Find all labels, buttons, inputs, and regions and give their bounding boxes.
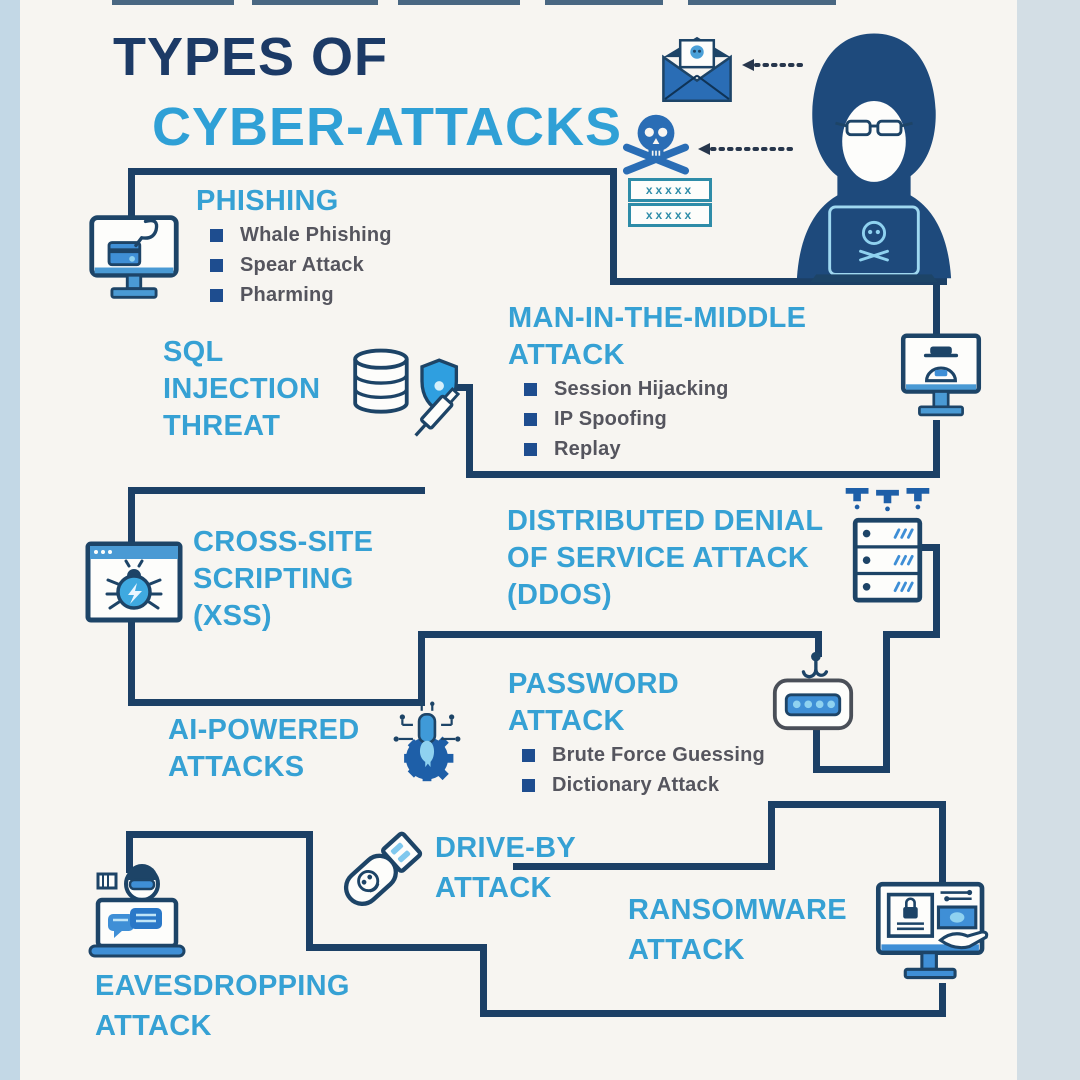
monitor-spy-icon <box>896 328 986 428</box>
connector-line <box>883 631 940 638</box>
password-field: xxxxx <box>628 203 712 227</box>
browser-bug-icon <box>84 538 184 628</box>
connector-line <box>128 699 425 706</box>
cropped-edge-dash <box>545 0 663 5</box>
password-field: xxxxx <box>628 178 712 202</box>
connector-line <box>128 168 617 175</box>
list-item: IP Spoofing <box>524 408 729 431</box>
connector-line <box>883 631 890 773</box>
connector-line <box>306 944 487 951</box>
database-injection-icon <box>342 342 460 447</box>
laptop-eavesdrop-icon <box>82 862 192 964</box>
password-attack-list <box>522 744 765 804</box>
envelope-skull-icon <box>655 28 739 108</box>
cropped-edge-dash <box>112 0 234 5</box>
sql-injection-heading: SQL INJECTION THREAT <box>163 336 321 442</box>
connector-line <box>126 831 313 838</box>
ransomware-heading: RANSOMWARE ATTACK <box>628 894 847 966</box>
connector-line <box>813 766 890 773</box>
usb-skull-icon <box>322 812 440 927</box>
left-edge-strip <box>0 0 20 1080</box>
cropped-edge-dash <box>688 0 836 5</box>
page-title-line1: TYPES OF <box>113 27 389 87</box>
monitor-phishing-icon <box>86 208 182 304</box>
server-flood-icon <box>840 484 935 606</box>
cropped-edge-dash <box>252 0 378 5</box>
password-hook-icon <box>763 648 863 753</box>
connector-line <box>610 168 617 285</box>
list-item: Whale Phishing <box>210 224 392 247</box>
driveby-heading: DRIVE-BY ATTACK <box>435 832 576 904</box>
list-item: Brute Force Guessing <box>522 744 765 767</box>
connector-line <box>466 471 940 478</box>
mitm-list <box>524 378 729 468</box>
connector-line <box>939 801 946 883</box>
phishing-list <box>210 224 392 314</box>
connector-line <box>480 944 487 1017</box>
connector-line <box>306 833 313 951</box>
list-item: Spear Attack <box>210 254 392 277</box>
page-title-line2: CYBER-ATTACKS <box>152 97 622 157</box>
list-item: Replay <box>524 438 729 461</box>
cropped-edge-dash <box>398 0 520 5</box>
connector-line <box>768 801 775 870</box>
skull-crossbones-icon <box>610 110 702 178</box>
list-item: Session Hijacking <box>524 378 729 401</box>
mitm-heading: MAN-IN-THE-MIDDLE ATTACK <box>508 302 807 371</box>
eavesdropping-heading: EAVESDROPPING ATTACK <box>95 970 350 1042</box>
list-item: Pharming <box>210 284 392 307</box>
ai-gear-icon <box>383 700 471 792</box>
connector-line <box>480 1010 946 1017</box>
ddos-heading: DISTRIBUTED DENIAL OF SERVICE ATTACK (DDOS) <box>507 505 824 611</box>
right-edge-strip <box>1017 0 1080 1080</box>
connector-line <box>418 635 425 706</box>
connector-line <box>418 631 822 638</box>
phishing-heading: PHISHING <box>196 185 339 217</box>
xss-heading: CROSS-SITE SCRIPTING (XSS) <box>193 526 374 632</box>
connector-line <box>768 801 946 808</box>
connector-line <box>128 487 425 494</box>
connector-line <box>466 384 473 478</box>
connector-line <box>933 420 940 478</box>
list-item: Dictionary Attack <box>522 774 765 797</box>
ransom-monitor-icon <box>872 878 1007 990</box>
password-attack-heading: PASSWORD ATTACK <box>508 668 680 737</box>
ai-powered-heading: AI-POWERED ATTACKS <box>168 714 360 783</box>
hacker-icon <box>768 22 980 284</box>
